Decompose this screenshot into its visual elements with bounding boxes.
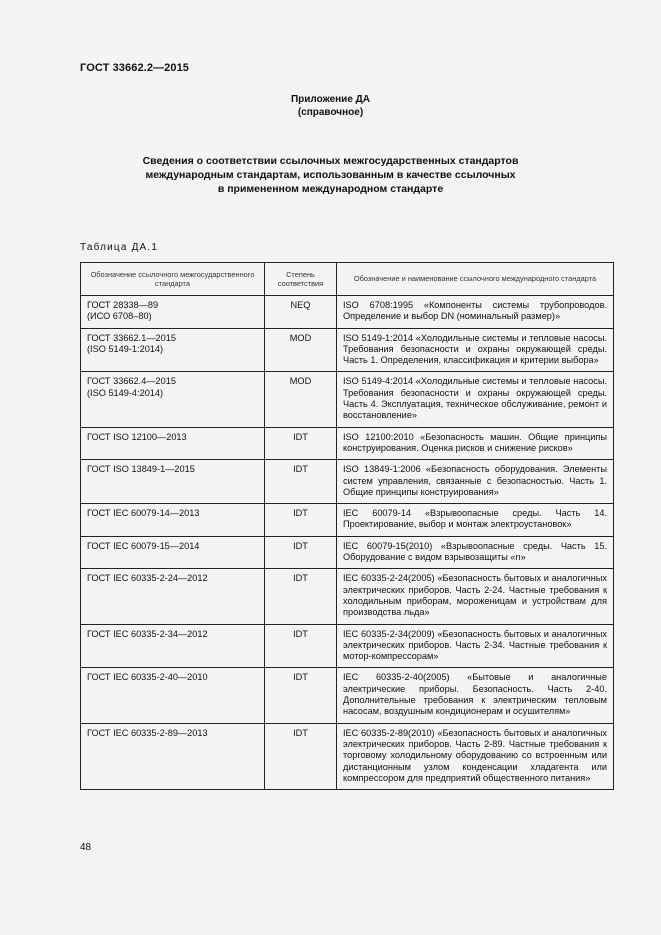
designation-line: ГОСТ ISO 12100—2013 bbox=[87, 431, 187, 442]
table-row bbox=[81, 668, 614, 723]
cell-designation bbox=[81, 372, 265, 427]
cell-designation bbox=[81, 569, 265, 624]
designation-line: (ИСО 6708–80) bbox=[87, 311, 152, 322]
table-row bbox=[81, 504, 614, 537]
header-international: Обозначение и наименование ссылочного международного стандарта bbox=[337, 263, 614, 296]
cell-international: ISO 5149-1:2014 «Холодильные системы и тепловые насосы. Требования безопасности и охраны окружающей среды. Часть 1. Определения, классификация и критерии выбора» bbox=[337, 328, 614, 372]
cell-international: ISO 5149-4:2014 «Холодильные системы и тепловые насосы. Требования безопасности и охраны окружающей среды. Часть 4. Эксплуатация, техническое обслуживание, ремонт и восстановление» bbox=[337, 372, 614, 427]
cell-degree: IDT bbox=[265, 723, 337, 789]
designation-line: ГОСТ IEC 60335-2-24—2012 bbox=[87, 573, 208, 584]
table-row bbox=[81, 296, 614, 329]
cell-degree: NEQ bbox=[265, 296, 337, 329]
designation-line: ГОСТ IEC 60335-2-34—2012 bbox=[87, 628, 208, 639]
cell-degree: IDT bbox=[265, 668, 337, 723]
designation-line: ГОСТ IEC 60079-14—2013 bbox=[87, 508, 200, 519]
table-row bbox=[81, 427, 614, 460]
table-row bbox=[81, 569, 614, 624]
cell-degree: MOD bbox=[265, 372, 337, 427]
designation-line: ГОСТ 33662.1—2015 bbox=[87, 332, 176, 343]
cell-designation bbox=[81, 427, 265, 460]
appendix-type: (справочное) bbox=[297, 107, 364, 118]
cell-degree: IDT bbox=[265, 536, 337, 569]
section-heading bbox=[60, 154, 601, 196]
table-body bbox=[81, 296, 614, 790]
cell-designation bbox=[81, 328, 265, 372]
cell-designation bbox=[81, 624, 265, 668]
designation-line: ГОСТ IEC 60335-2-40—2010 bbox=[87, 672, 208, 683]
correspondence-table bbox=[80, 262, 614, 790]
heading-line: Сведения о соответствии ссылочных межгосударственных стандартов bbox=[142, 155, 519, 167]
cell-designation bbox=[81, 296, 265, 329]
cell-international: IEC 60335-2-40(2005) «Бытовые и аналогичные электрические приборы. Безопасность. Часть 2-40. Дополнительные требования к электрическим тепловым насосам, воздушным кондиционерам и осушителям» bbox=[337, 668, 614, 723]
standard-id: ГОСТ 33662.2—2015 bbox=[80, 62, 190, 74]
table-row bbox=[81, 372, 614, 427]
table-caption: Таблица ДА.1 bbox=[80, 242, 159, 253]
cell-international: IEC 60335-2-34(2009) «Безопасность бытовых и аналогичных электрических приборов. Часть 2-34. Частные требования к мотор-компрессорам» bbox=[337, 624, 614, 668]
header-degree: Степень соответствия bbox=[265, 263, 337, 296]
cell-international: IEC 60335-2-89(2010) «Безопасность бытовых и аналогичных электрических приборов. Часть 2-89. Частные требования к торговому холодильному оборудованию со встроенным или дистанционным узлом конденсации хладагента или компрессором для предприятий общественного питания» bbox=[337, 723, 614, 789]
cell-international: ISO 13849-1:2006 «Безопасность оборудования. Элементы систем управления, связанные с безопасностью. Часть 1. Общие принципы конструирования» bbox=[337, 460, 614, 504]
cell-designation bbox=[81, 460, 265, 504]
table-row bbox=[81, 536, 614, 569]
table-row bbox=[81, 460, 614, 504]
table-row bbox=[81, 328, 614, 372]
table-row bbox=[81, 624, 614, 668]
table-row bbox=[81, 723, 614, 789]
cell-designation bbox=[81, 504, 265, 537]
designation-line: ГОСТ IEC 60079-15—2014 bbox=[87, 540, 200, 551]
header-designation: Обозначение ссылочного межгосударственного стандарта bbox=[81, 263, 265, 296]
designation-line: (ISO 5149-4:2014) bbox=[87, 387, 164, 398]
appendix-title: Приложение ДА bbox=[290, 94, 371, 105]
page-number: 48 bbox=[80, 842, 92, 853]
cell-international: ISO 6708:1995 «Компоненты системы трубопроводов. Определение и выбор DN (номинальный размер)» bbox=[337, 296, 614, 329]
cell-international: IEC 60079-15(2010) «Взрывоопасные среды. Часть 15. Оборудование с видом взрывозащиты «n» bbox=[337, 536, 614, 569]
cell-designation bbox=[81, 668, 265, 723]
designation-line: ГОСТ IEC 60335-2-89—2013 bbox=[87, 727, 208, 738]
cell-degree: IDT bbox=[265, 427, 337, 460]
cell-degree: IDT bbox=[265, 569, 337, 624]
table-header-row bbox=[81, 263, 614, 296]
cell-degree: IDT bbox=[265, 460, 337, 504]
cell-international: ISO 12100:2010 «Безопасность машин. Общие принципы конструирования. Оценка рисков и снижение рисков» bbox=[337, 427, 614, 460]
heading-line: международным стандартам, использованным в качестве ссылочных bbox=[145, 169, 516, 181]
designation-line: (ISO 5149-1:2014) bbox=[87, 343, 164, 354]
designation-line: ГОСТ ISO 13849-1—2015 bbox=[87, 464, 195, 475]
cell-international: IEC 60079-14 «Взрывоопасные среды. Часть 14. Проектирование, выбор и монтаж электроустановок» bbox=[337, 504, 614, 537]
cell-degree: IDT bbox=[265, 504, 337, 537]
heading-line: в примененном международном стандарте bbox=[217, 183, 444, 195]
cell-designation bbox=[81, 723, 265, 789]
designation-line: ГОСТ 33662.4—2015 bbox=[87, 376, 176, 387]
cell-degree: IDT bbox=[265, 624, 337, 668]
appendix-block bbox=[0, 93, 661, 119]
cell-international: IEC 60335-2-24(2005) «Безопасность бытовых и аналогичных электрических приборов. Часть 2-24. Частные требования к холодильным приборам, мороженицам и устройствам для производства льда» bbox=[337, 569, 614, 624]
cell-degree: MOD bbox=[265, 328, 337, 372]
cell-designation bbox=[81, 536, 265, 569]
designation-line: ГОСТ 28338—89 bbox=[87, 300, 159, 310]
